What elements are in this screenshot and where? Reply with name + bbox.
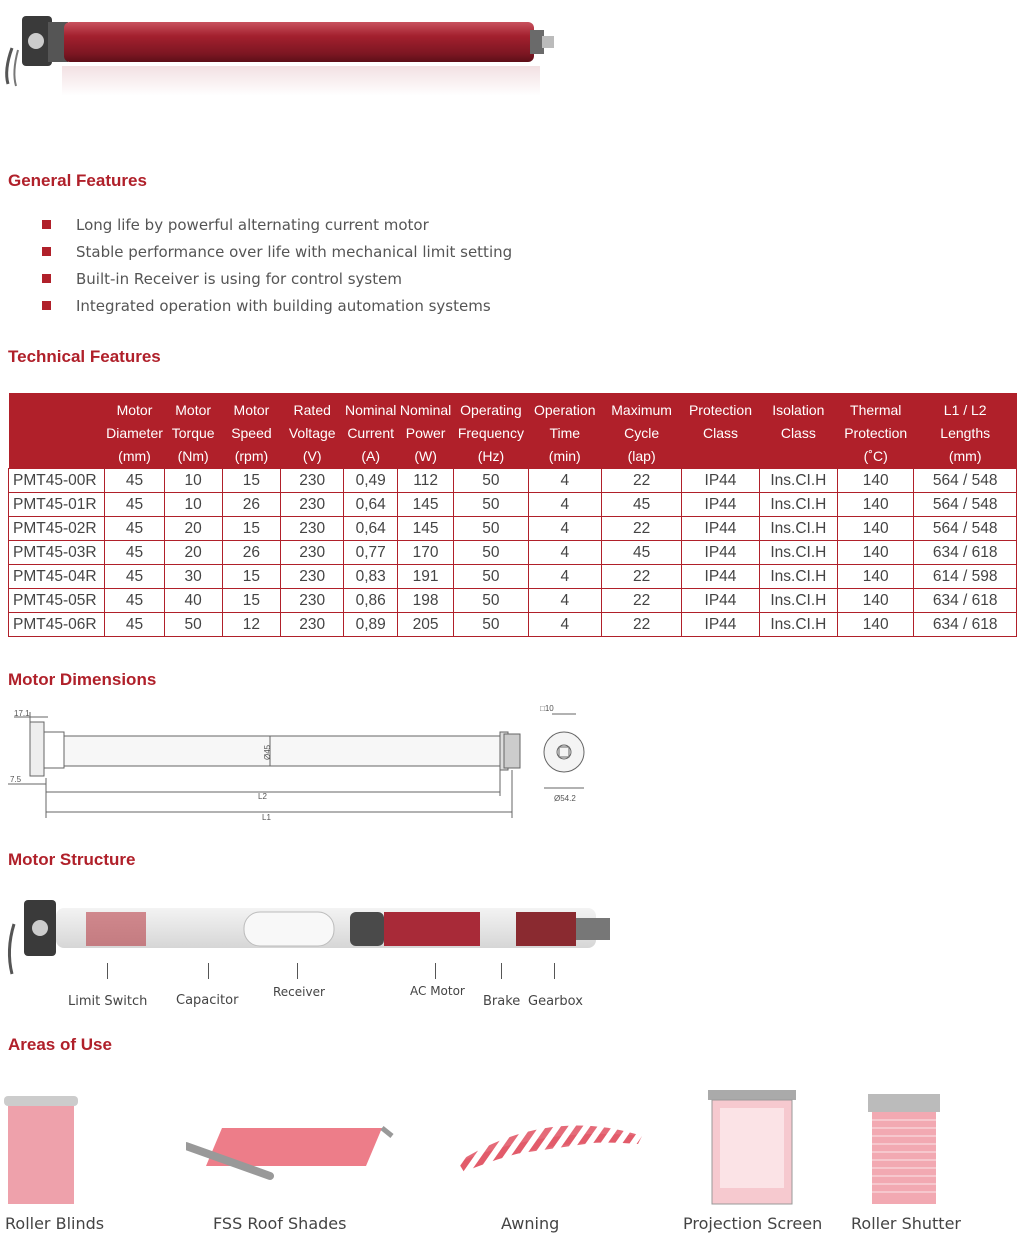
table-cell: 50 — [454, 493, 528, 517]
label-ac-motor: AC Motor — [410, 984, 465, 998]
table-cell: 15 — [222, 469, 280, 493]
table-header-cell: Operation — [528, 393, 601, 422]
table-cell: Ins.CI.H — [759, 589, 837, 613]
table-cell: PMT45-00R — [9, 469, 105, 493]
table-cell: IP44 — [682, 541, 759, 565]
table-cell: 30 — [164, 565, 222, 589]
table-cell: IP44 — [682, 613, 759, 637]
table-header-cell: (mm) — [105, 445, 164, 469]
table-header-cell: Operating — [454, 393, 528, 422]
table-header-cell: (Nm) — [164, 445, 222, 469]
table-header-cell: Current — [344, 422, 398, 445]
table-header-cell — [9, 393, 105, 422]
table-header-cell: Rated — [281, 393, 344, 422]
table-header-cell: Speed — [222, 422, 280, 445]
table-cell: IP44 — [682, 493, 759, 517]
table-cell: 614 / 598 — [914, 565, 1017, 589]
table-header-cell: (mm) — [914, 445, 1017, 469]
table-cell: 140 — [838, 589, 914, 613]
table-cell: Ins.CI.H — [759, 613, 837, 637]
table-cell: 230 — [281, 565, 344, 589]
table-header-cell: (lap) — [601, 445, 681, 469]
feature-text: Integrated operation with building automation systems — [76, 296, 491, 315]
table-body — [9, 469, 1017, 637]
table-cell: 26 — [222, 493, 280, 517]
table-cell: Ins.CI.H — [759, 565, 837, 589]
table-cell: 230 — [281, 589, 344, 613]
table-cell: 10 — [164, 469, 222, 493]
table-header-cell — [9, 422, 105, 445]
tick-brake — [501, 963, 502, 979]
table-header-cell: Frequency — [454, 422, 528, 445]
tick-ac-motor — [435, 963, 436, 979]
table-cell: 22 — [601, 613, 681, 637]
table-cell: Ins.CI.H — [759, 541, 837, 565]
table-row — [9, 565, 1017, 589]
area-label-roller-blinds: Roller Blinds — [5, 1214, 105, 1233]
tick-limit-switch — [107, 963, 108, 979]
table-row — [9, 517, 1017, 541]
table-cell: 50 — [454, 517, 528, 541]
table-cell: 22 — [601, 469, 681, 493]
dim-l1: L1 — [262, 813, 271, 822]
table-cell: 4 — [528, 469, 601, 493]
table-cell: 50 — [454, 589, 528, 613]
table-cell: 230 — [281, 541, 344, 565]
area-label-fss-roof-shades: FSS Roof Shades — [213, 1214, 347, 1233]
table-cell: 0,89 — [344, 613, 398, 637]
label-brake: Brake — [483, 994, 521, 1009]
table-cell: IP44 — [682, 589, 759, 613]
table-header-cell: Thermal — [838, 393, 914, 422]
table-cell: PMT45-04R — [9, 565, 105, 589]
table-cell: IP44 — [682, 565, 759, 589]
label-capacitor: Capacitor — [176, 993, 239, 1008]
motor-dimensions-drawing — [0, 700, 600, 830]
roller-blinds-image — [4, 1096, 78, 1206]
table-cell: 4 — [528, 565, 601, 589]
table-cell: 4 — [528, 493, 601, 517]
table-header-cell: Protection — [682, 393, 759, 422]
table-header-row — [9, 422, 1017, 445]
motor-structure-title: Motor Structure — [8, 850, 136, 869]
feature-item — [42, 211, 512, 238]
table-cell: 26 — [222, 541, 280, 565]
table-header-cell: (Hz) — [454, 445, 528, 469]
label-limit-switch: Limit Switch — [68, 994, 148, 1009]
table-row — [9, 493, 1017, 517]
awning-image — [458, 1106, 644, 1176]
table-header-row — [9, 393, 1017, 422]
table-header-cell: Nominal — [344, 393, 398, 422]
table-row — [9, 589, 1017, 613]
table-header-cell — [682, 445, 759, 469]
table-cell: Ins.CI.H — [759, 493, 837, 517]
table-header-cell: Motor — [105, 393, 164, 422]
table-row — [9, 469, 1017, 493]
table-header-cell: Isolation — [759, 393, 837, 422]
table-cell: 230 — [281, 469, 344, 493]
table-cell: 0,49 — [344, 469, 398, 493]
table-cell: 45 — [105, 493, 164, 517]
table-header-cell: Protection — [838, 422, 914, 445]
table-header-cell: Class — [759, 422, 837, 445]
table-cell: 140 — [838, 493, 914, 517]
table-header-cell: Motor — [222, 393, 280, 422]
table-cell: PMT45-02R — [9, 517, 105, 541]
area-label-projection-screen: Projection Screen — [683, 1214, 823, 1233]
table-row — [9, 541, 1017, 565]
table-header-cell: Torque — [164, 422, 222, 445]
feature-item — [42, 265, 512, 292]
table-cell: 140 — [838, 469, 914, 493]
table-cell: 22 — [601, 565, 681, 589]
table-header-cell: Motor — [164, 393, 222, 422]
area-label-roller-shutter: Roller Shutter — [851, 1214, 961, 1233]
bullet-icon — [42, 220, 51, 229]
table-cell: 230 — [281, 517, 344, 541]
table-cell: 0,86 — [344, 589, 398, 613]
table-cell: 230 — [281, 613, 344, 637]
areas-of-use-title: Areas of Use — [8, 1035, 112, 1054]
table-cell: 191 — [397, 565, 453, 589]
table-cell: 0,64 — [344, 517, 398, 541]
technical-features-title: Technical Features — [8, 347, 161, 366]
table-cell: 45 — [601, 541, 681, 565]
table-cell: 634 / 618 — [914, 589, 1017, 613]
tick-receiver — [297, 963, 298, 979]
table-cell: 0,64 — [344, 493, 398, 517]
table-cell: 112 — [397, 469, 453, 493]
table-header-cell: Maximum — [601, 393, 681, 422]
table-cell: 45 — [105, 469, 164, 493]
table-header-cell: (A) — [344, 445, 398, 469]
table-header-cell: Lengths — [914, 422, 1017, 445]
table-cell: IP44 — [682, 469, 759, 493]
table-cell: 50 — [164, 613, 222, 637]
table-row — [9, 613, 1017, 637]
tick-capacitor — [208, 963, 209, 979]
table-cell: Ins.CI.H — [759, 517, 837, 541]
table-cell: 145 — [397, 493, 453, 517]
tick-gearbox — [554, 963, 555, 979]
feature-item — [42, 238, 512, 265]
table-cell: 15 — [222, 589, 280, 613]
table-cell: PMT45-01R — [9, 493, 105, 517]
table-cell: 0,77 — [344, 541, 398, 565]
table-header-cell: (min) — [528, 445, 601, 469]
table-header — [9, 393, 1017, 469]
table-cell: 140 — [838, 541, 914, 565]
table-cell: 50 — [454, 469, 528, 493]
table-cell: PMT45-05R — [9, 589, 105, 613]
table-cell: 4 — [528, 613, 601, 637]
table-cell: 22 — [601, 517, 681, 541]
table-cell: 45 — [105, 541, 164, 565]
table-cell: PMT45-06R — [9, 613, 105, 637]
motor-dimensions-title: Motor Dimensions — [8, 670, 157, 689]
feature-item — [42, 292, 512, 319]
table-cell: 45 — [105, 613, 164, 637]
dim-7-5: 7.5 — [10, 775, 22, 784]
table-cell: 145 — [397, 517, 453, 541]
table-cell: 170 — [397, 541, 453, 565]
table-header-cell: Class — [682, 422, 759, 445]
table-cell: 4 — [528, 517, 601, 541]
table-header-cell: Diameter — [105, 422, 164, 445]
table-cell: 45 — [601, 493, 681, 517]
table-cell: 4 — [528, 541, 601, 565]
table-cell: 4 — [528, 589, 601, 613]
table-cell: 45 — [105, 565, 164, 589]
dim-diameter-2: Ø54.2 — [554, 794, 576, 803]
bullet-icon — [42, 274, 51, 283]
dim-diameter: Ø45 — [263, 744, 272, 760]
table-header-cell: Time — [528, 422, 601, 445]
fss-roof-shades-image — [186, 1116, 396, 1182]
table-header-cell: (˚C) — [838, 445, 914, 469]
table-header-cell — [9, 445, 105, 469]
table-cell: 140 — [838, 613, 914, 637]
table-cell: 564 / 548 — [914, 517, 1017, 541]
general-features-list — [42, 211, 512, 319]
table-cell: 12 — [222, 613, 280, 637]
table-cell: 564 / 548 — [914, 469, 1017, 493]
table-cell: PMT45-03R — [9, 541, 105, 565]
feature-text: Built-in Receiver is using for control system — [76, 269, 402, 288]
dim-l2: L2 — [258, 792, 267, 801]
table-cell: 564 / 548 — [914, 493, 1017, 517]
table-header-cell: (rpm) — [222, 445, 280, 469]
dim-square: □10 — [540, 704, 554, 713]
general-features-title: General Features — [8, 171, 147, 190]
table-cell: Ins.CI.H — [759, 469, 837, 493]
table-cell: 50 — [454, 565, 528, 589]
table-header-cell: Cycle — [601, 422, 681, 445]
table-cell: 634 / 618 — [914, 541, 1017, 565]
table-cell: 50 — [454, 613, 528, 637]
feature-text: Long life by powerful alternating current motor — [76, 215, 429, 234]
table-cell: 140 — [838, 565, 914, 589]
table-cell: 0,83 — [344, 565, 398, 589]
feature-text: Stable performance over life with mechanical limit setting — [76, 242, 513, 261]
table-cell: 205 — [397, 613, 453, 637]
motor-structure-image — [0, 890, 620, 980]
label-receiver: Receiver — [273, 985, 325, 999]
table-cell: 20 — [164, 517, 222, 541]
table-cell: IP44 — [682, 517, 759, 541]
table-header-cell: Power — [397, 422, 453, 445]
table-header-cell: Voltage — [281, 422, 344, 445]
table-header-cell: Nominal — [397, 393, 453, 422]
area-label-awning: Awning — [501, 1214, 560, 1233]
bullet-icon — [42, 247, 51, 256]
roller-shutter-image — [868, 1094, 944, 1206]
table-header-cell — [759, 445, 837, 469]
bullet-icon — [42, 301, 51, 310]
table-cell: 40 — [164, 589, 222, 613]
table-header-cell: (V) — [281, 445, 344, 469]
table-cell: 50 — [454, 541, 528, 565]
table-cell: 15 — [222, 517, 280, 541]
table-cell: 20 — [164, 541, 222, 565]
table-cell: 45 — [105, 517, 164, 541]
table-header-row — [9, 445, 1017, 469]
table-cell: 15 — [222, 565, 280, 589]
table-header-cell: (W) — [397, 445, 453, 469]
table-cell: 198 — [397, 589, 453, 613]
table-cell: 22 — [601, 589, 681, 613]
table-cell: 10 — [164, 493, 222, 517]
table-cell: 230 — [281, 493, 344, 517]
technical-features-table — [8, 393, 1017, 637]
table-cell: 140 — [838, 517, 914, 541]
projection-screen-image — [708, 1090, 798, 1206]
table-cell: 45 — [105, 589, 164, 613]
motor-hero-image — [0, 0, 570, 110]
label-gearbox: Gearbox — [528, 994, 583, 1009]
table-header-cell: L1 / L2 — [914, 393, 1017, 422]
dim-17-1: 17.1 — [14, 709, 30, 718]
table-cell: 634 / 618 — [914, 613, 1017, 637]
